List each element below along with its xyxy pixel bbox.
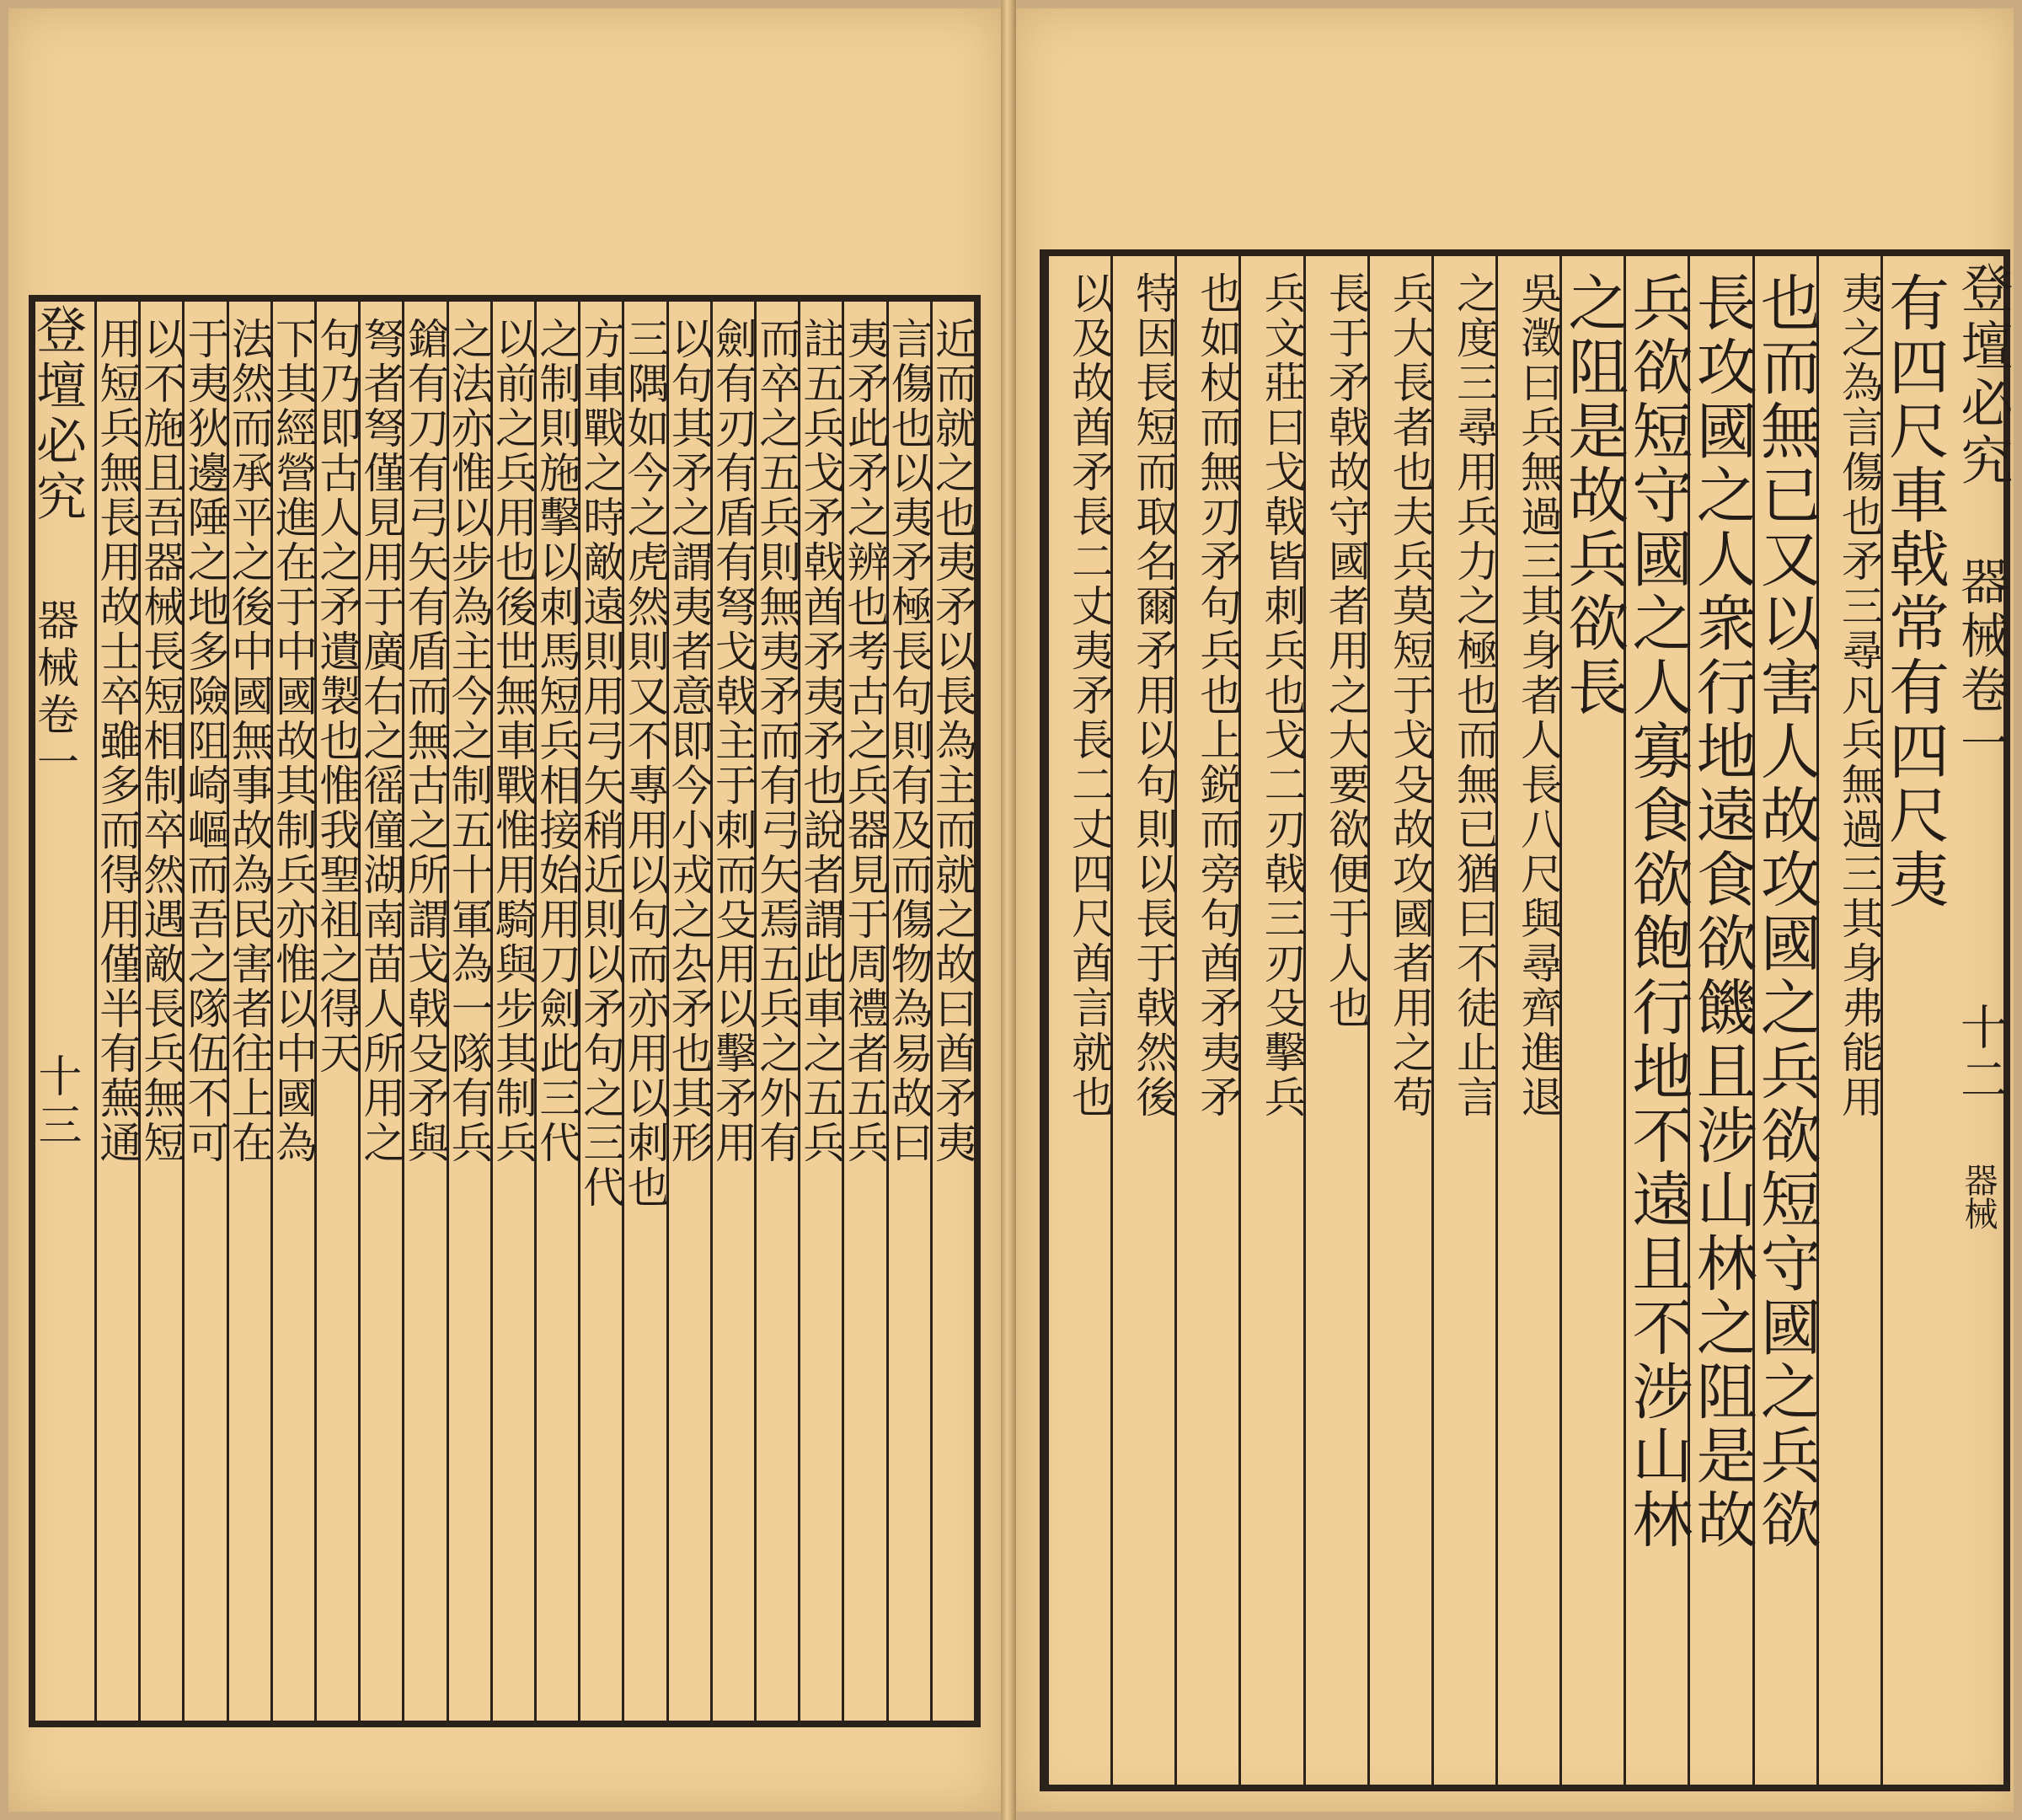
text-column: 以及故酋矛長二丈夷矛長二丈四尺酋言就也: [1046, 256, 1110, 1785]
right-spine-title: 登壇必究: [1952, 261, 2014, 490]
right-page-frame: [1040, 249, 2014, 1791]
left-page: [8, 8, 1001, 1812]
right-page: [1016, 8, 2014, 1812]
text-column: 長于矛戟故守國者用之大要欲便于人也: [1303, 256, 1367, 1785]
right-spine-page: 十二: [1953, 1003, 2008, 1107]
text-column: 劍有刃有盾有弩戈戟主于刺而殳用以擊矛用: [710, 302, 754, 1721]
text-column: 註五兵戈矛戟酋矛夷矛也說者謂此車之五兵: [798, 302, 842, 1721]
text-column: 特因長短而取名爾矛用以句則以長于戟然後: [1110, 256, 1174, 1785]
text-column: 三隅如今之虎然則又不專用以句而亦用以刺也: [622, 302, 666, 1721]
text-column: 于夷狄邊陲之地多險阻崎嶇而吾之隊伍不可: [182, 302, 226, 1721]
text-column: 長攻國之人衆行地遠食欲饑且涉山林之阻是故: [1688, 256, 1752, 1785]
book-gutter: [1001, 0, 1016, 1820]
text-column: 以不施且吾器械長短相制卒然遇敵長兵無短: [138, 302, 182, 1721]
text-column: 下其經營進在于中國故其制兵亦惟以中國為: [270, 302, 314, 1721]
text-column: 法然而承平之後中國無事故為民害者往上在: [227, 302, 270, 1721]
right-spine-tag: 器械: [1959, 1163, 1998, 1230]
text-column: 鎗有刀有弓矢有盾而無古之所謂戈戟殳矛與: [402, 302, 446, 1721]
text-column: 之阻是故兵欲長: [1559, 256, 1623, 1785]
left-page-frame: [29, 295, 981, 1727]
text-column: 方車戰之時敵遠則用弓矢稍近則以矛句之三代: [578, 302, 622, 1721]
text-column: 夷矛此矛之辨也考古之兵器見于周禮者五兵: [842, 302, 885, 1721]
text-column: 弩者弩僅見用于廣右之徭僮湖南苗人所用之: [358, 302, 402, 1721]
text-column: 也如杖而無刃矛句兵也上鋭而旁句酋矛夷矛: [1174, 256, 1238, 1785]
left-spine-title: 登壇必究: [28, 303, 87, 526]
right-spine-chapter: 器械卷一: [1952, 556, 2009, 772]
text-column: 兵大長者也夫兵莫短于戈殳故攻國者用之苟: [1367, 256, 1431, 1785]
text-column: 也而無已又以害人故攻國之兵欲短守國之兵欲: [1752, 256, 1816, 1785]
text-column: 以前之兵用也後世無車戰惟用騎與步其制兵: [490, 302, 534, 1721]
text-column: 言傷也以夷矛極長句則有及而傷物為易故曰: [886, 302, 930, 1721]
text-column: 夷之為言傷也矛三尋凡兵無過三其身弗能用: [1816, 256, 1880, 1785]
text-column: 用短兵無長用故士卒雖多而得用僅半有蕪通: [94, 302, 138, 1721]
text-column: 之度三尋用兵力之極也而無已猶曰不徒止言: [1431, 256, 1495, 1785]
left-spine-page: 十三: [30, 1053, 81, 1151]
text-column: 近而就之也夷矛以長為主而就之故曰酋矛夷: [930, 302, 974, 1721]
text-column: 兵文莊曰戈戟皆刺兵也戈二刃戟三刃殳擊兵: [1238, 256, 1303, 1785]
text-column: 有四尺車戟常有四尺夷: [1880, 256, 1944, 1785]
text-column: 吳澂曰兵無過三其身者人長八尺與尋齊進退: [1495, 256, 1559, 1785]
text-column: 而卒之五兵則無夷矛而有弓矢焉五兵之外有: [754, 302, 798, 1721]
text-column: 以句其矛之謂夷者意即今小戎之厹矛也其形: [666, 302, 710, 1721]
left-spine-chapter: 器械卷一: [30, 598, 79, 787]
text-column: 之法亦惟以步為主今之制五十軍為一隊有兵: [447, 302, 490, 1721]
text-column: 之制則施擊以刺馬短兵相接始用刀劍此三代: [534, 302, 578, 1721]
text-column: 句乃即古人之矛遺製也惟我聖祖之得天: [314, 302, 358, 1721]
text-column: 兵欲短守國之人寡食欲飽行地不遠且不涉山林: [1623, 256, 1688, 1785]
